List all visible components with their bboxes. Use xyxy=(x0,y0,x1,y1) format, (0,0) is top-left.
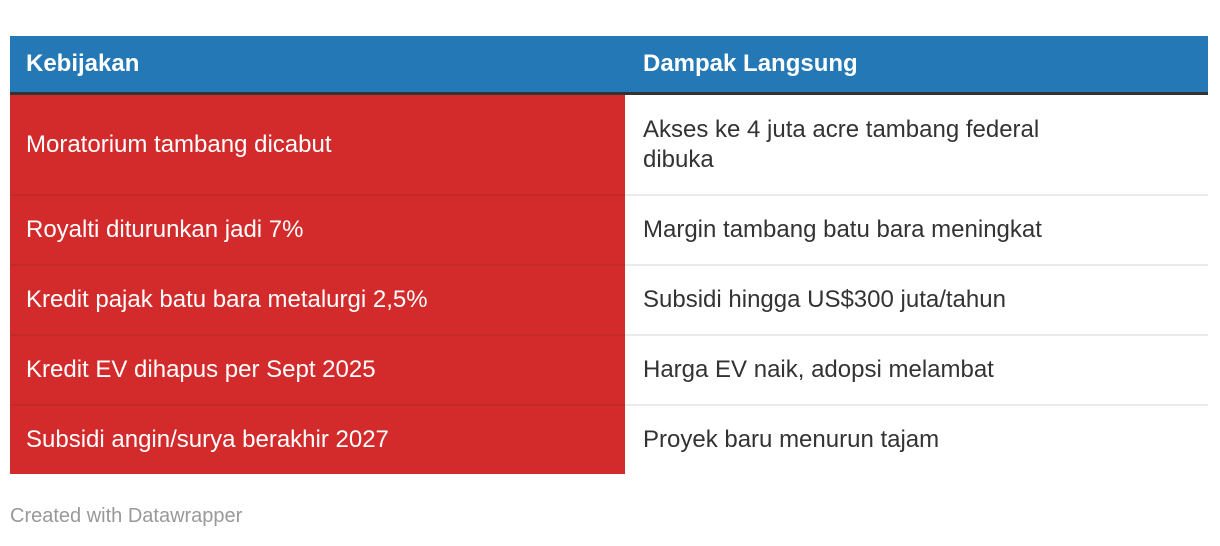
table-row xyxy=(10,95,1208,194)
datawrapper-attribution-link[interactable]: Created with Datawrapper xyxy=(10,505,243,527)
impact-cell: Proyek baru menurun tajam xyxy=(625,404,1208,474)
table-row xyxy=(10,404,1208,474)
impact-cell: Harga EV naik, adopsi melambat xyxy=(625,334,1208,404)
policy-cell: Kredit EV dihapus per Sept 2025 xyxy=(10,334,625,404)
table-row xyxy=(10,334,1208,404)
impact-cell: Subsidi hingga US$300 juta/tahun xyxy=(625,264,1208,334)
policy-cell: Kredit pajak batu bara metalurgi 2,5% xyxy=(10,264,625,334)
column-header-dampak-langsung: Dampak Langsung xyxy=(625,36,1208,95)
column-header-kebijakan: Kebijakan xyxy=(10,36,625,95)
impact-cell: Akses ke 4 juta acre tambang federal dibuka xyxy=(625,95,1208,194)
table-row xyxy=(10,194,1208,264)
policy-cell: Subsidi angin/surya berakhir 2027 xyxy=(10,404,625,474)
header-row xyxy=(10,36,1208,95)
impact-cell: Margin tambang batu bara meningkat xyxy=(625,194,1208,264)
policy-cell: Moratorium tambang dicabut xyxy=(10,95,625,194)
table-row xyxy=(10,264,1208,334)
policy-impact-table xyxy=(10,36,1208,474)
policy-cell: Royalti diturunkan jadi 7% xyxy=(10,194,625,264)
